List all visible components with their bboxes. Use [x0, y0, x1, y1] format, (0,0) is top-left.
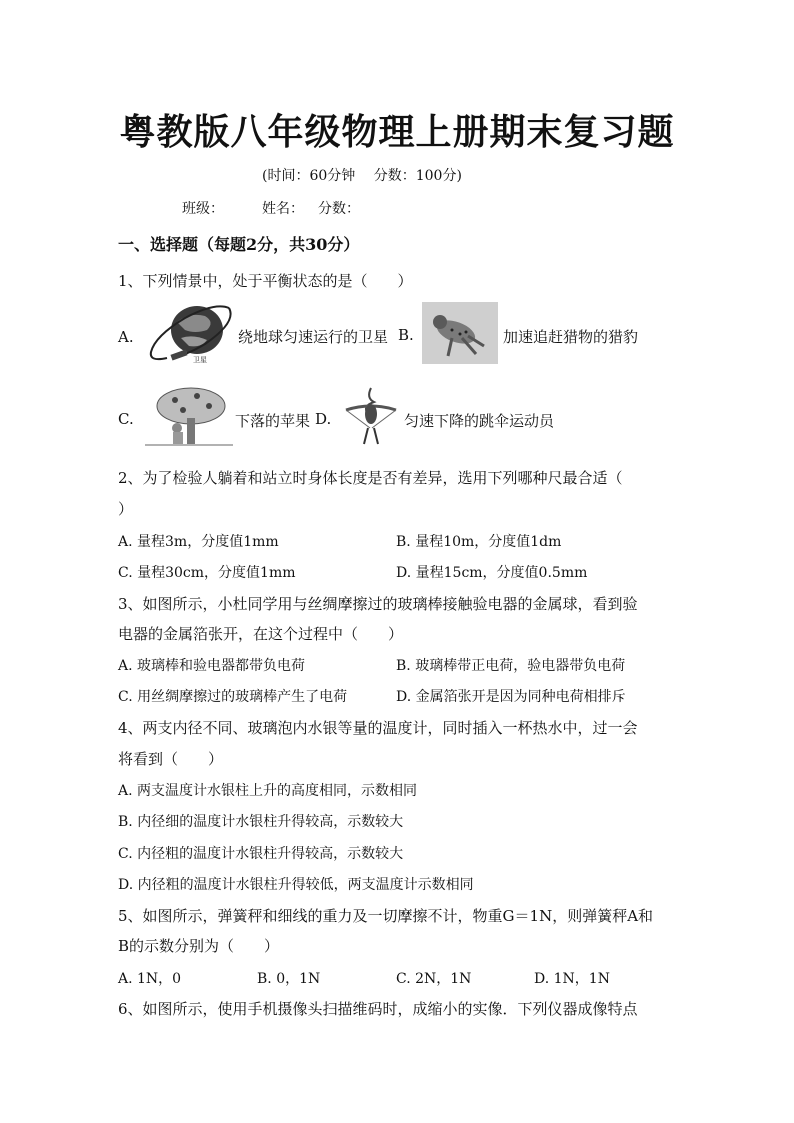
- satellite-label: 卫星: [193, 356, 207, 364]
- question-5-stem-line2: B的示数分别为（ ）: [118, 937, 280, 955]
- q3-option-a: A. 玻璃棒和验电器都带负电荷: [118, 658, 306, 674]
- q5-option-a: A. 1N，0: [118, 971, 182, 987]
- q2-option-d: D. 量程15cm，分度值0.5mm: [396, 565, 588, 581]
- apple-tree-icon: [145, 386, 233, 448]
- question-4-stem-line2: 将看到（ ）: [118, 750, 224, 768]
- q4-option-d: D. 内径粗的温度计水银柱升得较低，两支温度计示数相同: [118, 877, 474, 893]
- question-1-stem: 1、下列情景中，处于平衡状态的是（ ）: [118, 272, 413, 290]
- q1-option-d-text: 匀速下降的跳伞运动员: [404, 412, 555, 430]
- q2-option-b: B. 量程10m，分度值1dm: [396, 534, 562, 550]
- q1-option-d-letter: D.: [315, 410, 332, 428]
- cheetah-photo-icon: [422, 302, 498, 364]
- q5-option-c: C. 2N，1N: [396, 971, 472, 987]
- q2-option-a: A. 量程3m，分度值1mm: [118, 534, 279, 550]
- question-6-stem-line1: 6、如图所示，使用手机摄像头扫描维码时，成缩小的实像．下列仪器成像特点: [118, 1000, 638, 1018]
- q2-option-c: C. 量程30cm，分度值1mm: [118, 565, 296, 581]
- q1-option-c-letter: C.: [118, 410, 134, 428]
- question-4-stem-line1: 4、两支内径不同、玻璃泡内水银等量的温度计，同时插入一杯热水中，过一会: [118, 719, 638, 737]
- question-2-stem-line2: ）: [118, 500, 134, 518]
- q1-option-b-letter: B.: [398, 326, 414, 344]
- q1-option-c-text: 下落的苹果: [235, 412, 311, 430]
- q3-option-c: C. 用丝绸摩擦过的玻璃棒产生了电荷: [118, 689, 348, 705]
- score-field-label: 分数：: [318, 201, 360, 217]
- question-3-stem-line2: 电器的金属箔张开，在这个过程中（ ）: [118, 625, 404, 643]
- question-3-stem-line1: 3、如图所示，小杜同学用与丝绸摩擦过的玻璃棒接触验电器的金属球，看到验: [118, 595, 638, 613]
- section-heading: 一、选择题（每题2分，共30分）: [118, 235, 360, 254]
- satellite-earth-icon: [145, 300, 237, 366]
- q1-option-a-text: 绕地球匀速运行的卫星: [238, 328, 389, 346]
- page-title: 粤教版八年级物理上册期末复习题: [119, 111, 675, 153]
- exam-time-score: (时间：60分钟 分数：100分): [262, 168, 462, 184]
- question-5-stem-line1: 5、如图所示，弹簧秤和细线的重力及一切摩擦不计，物重G＝1N，则弹簧秤A和: [118, 907, 654, 925]
- q4-option-b: B. 内径细的温度计水银柱升得较高，示数较大: [118, 814, 404, 830]
- q1-option-a-letter: A.: [118, 328, 134, 346]
- q1-option-b-text: 加速追赶猎物的猎豹: [503, 328, 639, 346]
- class-field-label: 班级：: [182, 201, 224, 217]
- question-2-stem-line1: 2、为了检验人躺着和站立时身体长度是否有差异，选用下列哪种尺最合适（: [118, 469, 623, 487]
- name-field-label: 姓名：: [262, 201, 304, 217]
- q5-option-b: B. 0，1N: [257, 971, 321, 987]
- q3-option-b: B. 玻璃棒带正电荷，验电器带负电荷: [396, 658, 626, 674]
- q5-option-d: D. 1N，1N: [534, 971, 610, 987]
- q3-option-d: D. 金属箔张开是因为同种电荷相排斥: [396, 689, 626, 705]
- q4-option-c: C. 内径粗的温度计水银柱升得较高，示数较大: [118, 846, 404, 862]
- parachutist-icon: [340, 384, 402, 450]
- q4-option-a: A. 两支温度计水银柱上升的高度相同，示数相同: [118, 783, 418, 799]
